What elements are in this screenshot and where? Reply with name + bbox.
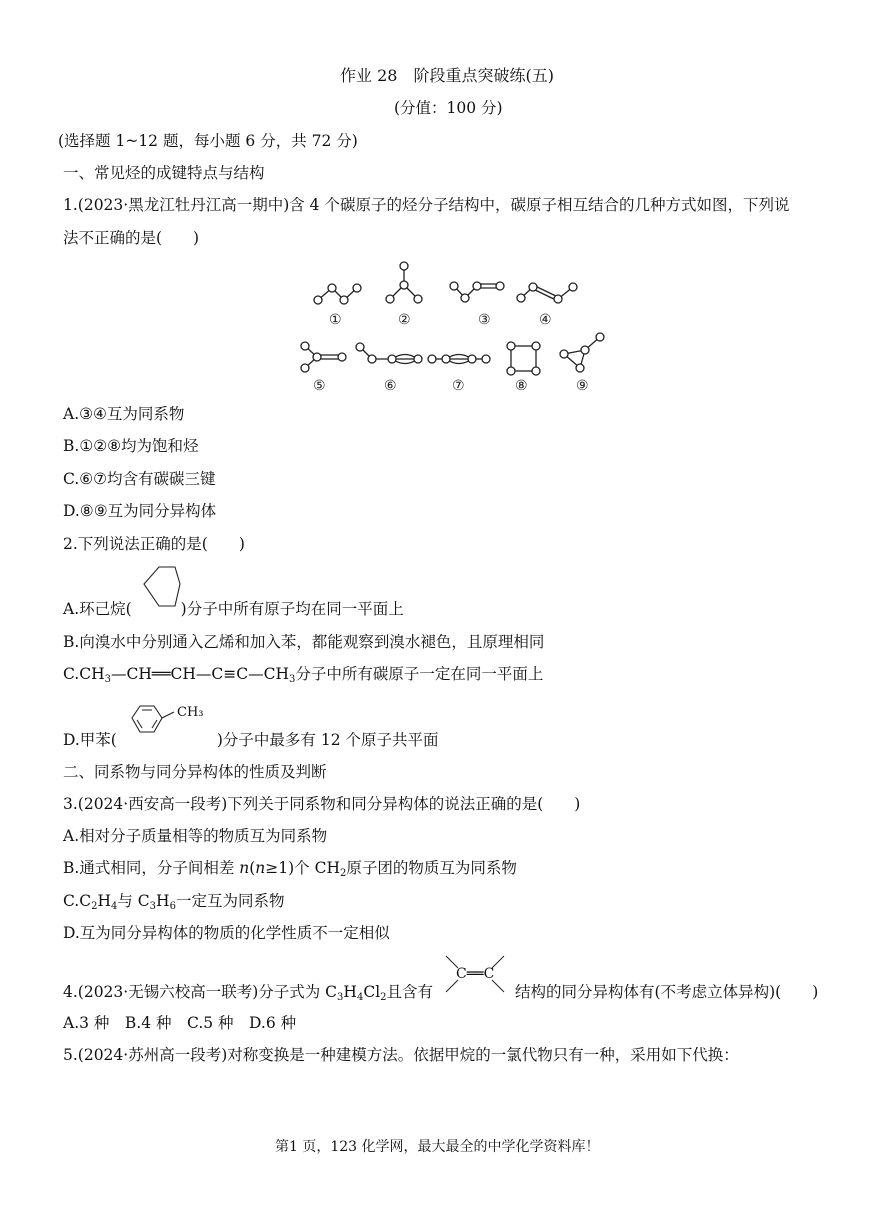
q1-option-b: B.①②⑧均为饱和烃 (63, 437, 199, 455)
q2-option-c (63, 664, 543, 684)
q3-b-part1: B.通式相同，分子间相差 (63, 859, 240, 877)
label-3: ③ (478, 312, 491, 328)
q3-stem: 3.(2024·西安高一段考)下列关于同系物和同分异构体的说法正确的是( ) (63, 795, 581, 813)
q4-part3: Cl (363, 983, 381, 1001)
q3-option-d: D.互为同分异构体的物质的化学性质不一定相似 (63, 924, 390, 942)
cc-label: C══C (456, 966, 495, 982)
q3-b-part3: ≥1)个 CH (265, 859, 340, 877)
q3-option-b (63, 858, 517, 878)
q2-option-a (63, 599, 404, 619)
q3-b-n2: n (255, 859, 266, 877)
q4-part2: H (343, 983, 357, 1001)
q3-b-part4: 原子团的物质互为同系物 (346, 859, 517, 877)
cyclohexane-structure (140, 562, 200, 622)
q2-stem: 2.下列说法正确的是( ) (63, 535, 245, 553)
q2-option-d (63, 730, 439, 750)
intro-note: (选择题 1~12 题，每小题 6 分，共 72 分) (58, 132, 358, 150)
structure-2 (386, 262, 422, 328)
label-5: ⑤ (313, 378, 326, 394)
q3-c-sub3: 3 (149, 901, 157, 912)
structure-9 (560, 333, 604, 394)
label-4: ④ (539, 312, 552, 328)
q1-stem-line1: 1.(2023·黑龙江牡丹江高一期中)含 4 个碳原子的烃分子结构中，碳原子相互结合的几种方式如图，下列说 (63, 196, 790, 214)
q2-c-part2: —CH══CH—C≡C—CH (111, 665, 290, 683)
q3-c-part2: H (97, 892, 111, 910)
q4-part4: 且含有 (386, 983, 434, 1001)
q4-part5: 结构的同分异构体有(不考虑立体异构)( ) (515, 983, 819, 1001)
q2-c-part3: 分子中所有碳原子一定在同一平面上 (295, 665, 544, 683)
q2-c-part1: C.CH (63, 665, 105, 683)
methyl-label: CH₃ (177, 705, 204, 720)
q2-c-sub1: 3 (104, 674, 111, 685)
q3-c-sub2: 4 (111, 901, 118, 912)
q1-option-d: D.⑧⑨互为同分异构体 (63, 502, 217, 520)
section-2-heading: 二、同系物与同分异构体的性质及判断 (63, 763, 327, 781)
label-2: ② (398, 312, 411, 328)
q3-b-part2: ( (249, 859, 256, 877)
structure-4 (517, 283, 577, 328)
score-note: (分值：100 分) (394, 99, 503, 117)
q3-c-part3: 与 C (117, 892, 150, 910)
q3-c-sub4: 6 (169, 901, 176, 912)
label-8: ⑧ (515, 378, 528, 394)
q3-c-part4: H (156, 892, 170, 910)
label-6: ⑥ (384, 378, 397, 394)
q2-option-d-pre: D.甲苯( (63, 731, 117, 749)
q5-stem: 5.(2024·苏州高一段考)对称变换是一种建模方法。依据甲烷的一氯代物只有一种，采用如下代换： (63, 1046, 739, 1064)
q3-b-n: n (239, 859, 250, 877)
label-9: ⑨ (576, 378, 589, 394)
structure-3 (450, 282, 504, 328)
page-footer: 第1 页，123 化学网，最大最全的中学化学资料库！ (275, 1139, 600, 1155)
q4-sub1: 3 (337, 992, 344, 1003)
structure-7 (428, 355, 490, 395)
label-1: ① (329, 312, 342, 328)
q2-option-a-pre: A.环己烷( (63, 600, 132, 618)
q2-option-b: B.向溴水中分别通入乙烯和加入苯，都能观察到溴水褪色，且原理相同 (63, 633, 545, 651)
q3-c-sub1: 2 (91, 901, 98, 912)
structure-8 (507, 342, 540, 394)
q1-option-c: C.⑥⑦均含有碳碳三键 (63, 470, 216, 488)
q3-option-a: A.相对分子质量相等的物质互为同系物 (63, 827, 328, 845)
q2-option-a-post: )分子中所有原子均在同一平面上 (180, 600, 404, 618)
section-1-heading: 一、常见烃的成键特点与结构 (63, 164, 265, 182)
q1-stem-line2: 法不正确的是( ) (63, 229, 200, 247)
q2-option-d-post: )分子中最多有 12 个原子共平面 (216, 731, 439, 749)
structure-6 (356, 343, 422, 394)
structure-1 (314, 284, 361, 328)
label-7: ⑦ (452, 378, 465, 394)
q3-option-c (63, 891, 284, 911)
toluene-structure (124, 696, 224, 746)
q4-sub3: 2 (380, 992, 387, 1003)
q4-options: A.3 种 B.4 种 C.5 种 D.6 种 (63, 1014, 297, 1032)
q2-c-sub2: 3 (289, 674, 296, 685)
structure-5 (301, 342, 346, 394)
page-title: 作业 28 阶段重点突破练(五) (340, 66, 554, 85)
q1-option-a: A.③④互为同系物 (63, 405, 185, 423)
q3-c-part1: C.C (63, 892, 92, 910)
q3-c-part5: 一定互为同系物 (175, 892, 285, 910)
q4-sub2: 4 (356, 992, 364, 1003)
q3-b-sub: 2 (339, 868, 347, 879)
q4-part1: 4.(2023·无锡六校高一联考)分子式为 C (63, 983, 338, 1001)
